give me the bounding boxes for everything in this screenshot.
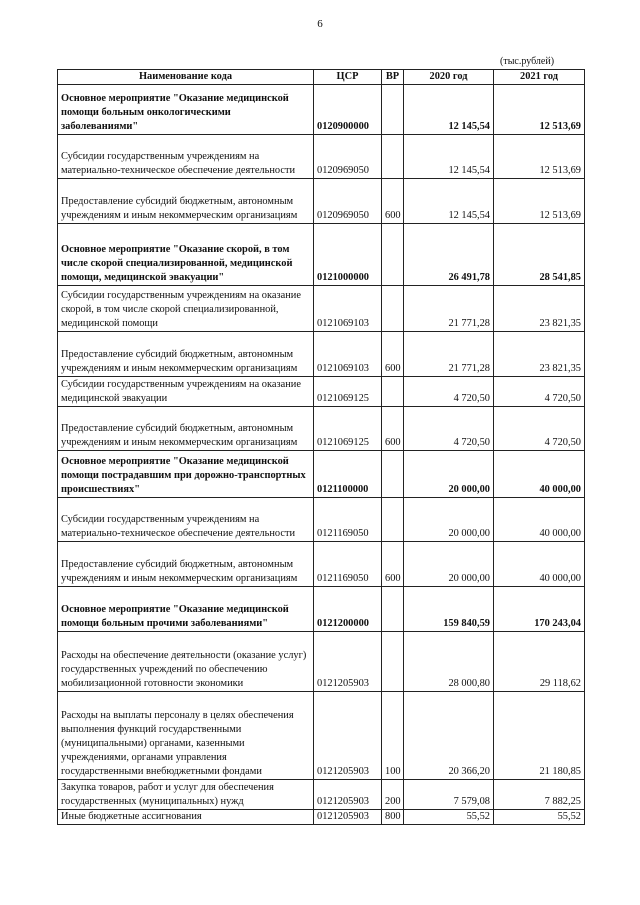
row-name: Предоставление субсидий бюджетным, автономным учреждениям и иным некоммерческим организациям — [58, 407, 314, 451]
table-row — [58, 179, 585, 224]
table-row — [58, 135, 585, 179]
row-name: Основное мероприятие "Оказание медицинской помощи больным онкологическими заболеваниями" — [58, 85, 314, 135]
row-amount-2021: 29 118,62 — [494, 632, 585, 692]
row-name: Иные бюджетные ассигнования — [58, 810, 314, 825]
row-amount-2021: 7 882,25 — [494, 780, 585, 810]
budget-table — [57, 69, 585, 825]
row-name: Субсидии государственным учреждениям на оказание медицинской эвакуации — [58, 377, 314, 407]
row-csr: 0120900000 — [314, 85, 382, 135]
table-row — [58, 542, 585, 587]
row-csr: 0121100000 — [314, 451, 382, 498]
row-vr: 600 — [382, 407, 404, 451]
row-vr: 100 — [382, 692, 404, 780]
header-vr: ВР — [382, 70, 404, 85]
table-header-row — [58, 70, 585, 85]
row-vr — [382, 85, 404, 135]
row-vr: 800 — [382, 810, 404, 825]
table-row — [58, 377, 585, 407]
table-row — [58, 498, 585, 542]
row-vr: 600 — [382, 332, 404, 377]
row-amount-2020: 21 771,28 — [404, 332, 494, 377]
row-amount-2020: 12 145,54 — [404, 179, 494, 224]
row-amount-2021: 40 000,00 — [494, 542, 585, 587]
row-vr: 600 — [382, 542, 404, 587]
row-amount-2020: 12 145,54 — [404, 85, 494, 135]
row-amount-2020: 55,52 — [404, 810, 494, 825]
row-csr: 0120969050 — [314, 135, 382, 179]
row-amount-2021: 4 720,50 — [494, 407, 585, 451]
table-row — [58, 85, 585, 135]
row-csr: 0121200000 — [314, 587, 382, 632]
header-name: Наименование кода — [58, 70, 314, 85]
row-vr — [382, 587, 404, 632]
table-row — [58, 332, 585, 377]
row-amount-2021: 12 513,69 — [494, 85, 585, 135]
row-amount-2020: 4 720,50 — [404, 377, 494, 407]
row-amount-2021: 4 720,50 — [494, 377, 585, 407]
row-amount-2020: 7 579,08 — [404, 780, 494, 810]
row-vr — [382, 498, 404, 542]
row-name: Основное мероприятие "Оказание медицинской помощи пострадавшим при дорожно-транспортных происшествиях" — [58, 451, 314, 498]
row-name: Расходы на выплаты персоналу в целях обеспечения выполнения функций государственными (муниципальными) органами, казенными учреждениями, органами управления государственными внебюджетными фондами — [58, 692, 314, 780]
row-amount-2020: 159 840,59 — [404, 587, 494, 632]
row-amount-2021: 23 821,35 — [494, 332, 585, 377]
row-name: Основное мероприятие "Оказание медицинской помощи больным прочими заболеваниями" — [58, 587, 314, 632]
row-csr: 0121205903 — [314, 810, 382, 825]
row-vr — [382, 224, 404, 286]
row-name: Предоставление субсидий бюджетным, автономным учреждениям и иным некоммерческим организациям — [58, 332, 314, 377]
header-csr: ЦСР — [314, 70, 382, 85]
table-row — [58, 286, 585, 332]
row-csr: 0121169050 — [314, 498, 382, 542]
row-name: Предоставление субсидий бюджетным, автономным учреждениям и иным некоммерческим организациям — [58, 542, 314, 587]
units-label: (тыс.рублей) — [500, 56, 555, 67]
header-year-2021: 2021 год — [494, 70, 585, 85]
row-amount-2020: 20 000,00 — [404, 498, 494, 542]
row-name: Субсидии государственным учреждениям на материально-техническое обеспечение деятельности — [58, 135, 314, 179]
row-amount-2020: 28 000,80 — [404, 632, 494, 692]
row-name: Предоставление субсидий бюджетным, автономным учреждениям и иным некоммерческим организациям — [58, 179, 314, 224]
table-row — [58, 451, 585, 498]
table-row — [58, 692, 585, 780]
row-name: Закупка товаров, работ и услуг для обеспечения государственных (муниципальных) нужд — [58, 780, 314, 810]
row-amount-2020: 20 000,00 — [404, 542, 494, 587]
row-name: Расходы на обеспечение деятельности (оказание услуг) государственных учреждений по обеспечению мобилизационной готовности экономики — [58, 632, 314, 692]
row-csr: 0121000000 — [314, 224, 382, 286]
row-amount-2021: 40 000,00 — [494, 498, 585, 542]
row-csr: 0121069103 — [314, 332, 382, 377]
table-row — [58, 810, 585, 825]
table-row — [58, 407, 585, 451]
row-vr — [382, 135, 404, 179]
header-year-2020: 2020 год — [404, 70, 494, 85]
row-csr: 0121069125 — [314, 407, 382, 451]
table-row — [58, 224, 585, 286]
page-number: 6 — [317, 18, 323, 30]
row-vr — [382, 377, 404, 407]
row-vr — [382, 632, 404, 692]
row-csr: 0121205903 — [314, 780, 382, 810]
table-row — [58, 587, 585, 632]
row-amount-2021: 12 513,69 — [494, 179, 585, 224]
row-amount-2020: 20 000,00 — [404, 451, 494, 498]
row-name: Основное мероприятие "Оказание скорой, в том числе скорой специализированной, медицинской помощи, медицинской эвакуации" — [58, 224, 314, 286]
row-amount-2021: 40 000,00 — [494, 451, 585, 498]
row-amount-2021: 28 541,85 — [494, 224, 585, 286]
row-name: Субсидии государственным учреждениям на материально-техническое обеспечение деятельности — [58, 498, 314, 542]
row-csr: 0121205903 — [314, 632, 382, 692]
row-amount-2021: 55,52 — [494, 810, 585, 825]
row-amount-2021: 23 821,35 — [494, 286, 585, 332]
table-row — [58, 780, 585, 810]
row-amount-2020: 12 145,54 — [404, 135, 494, 179]
row-amount-2021: 21 180,85 — [494, 692, 585, 780]
row-amount-2020: 4 720,50 — [404, 407, 494, 451]
row-csr: 0121069103 — [314, 286, 382, 332]
row-csr: 0121205903 — [314, 692, 382, 780]
row-amount-2021: 12 513,69 — [494, 135, 585, 179]
row-amount-2020: 21 771,28 — [404, 286, 494, 332]
row-vr: 200 — [382, 780, 404, 810]
row-amount-2021: 170 243,04 — [494, 587, 585, 632]
row-vr: 600 — [382, 179, 404, 224]
row-name: Субсидии государственным учреждениям на оказание скорой, в том числе скорой специализированной, медицинской помощи — [58, 286, 314, 332]
table-row — [58, 632, 585, 692]
row-vr — [382, 286, 404, 332]
row-csr: 0121069125 — [314, 377, 382, 407]
row-csr: 0121169050 — [314, 542, 382, 587]
row-vr — [382, 451, 404, 498]
row-amount-2020: 26 491,78 — [404, 224, 494, 286]
row-csr: 0120969050 — [314, 179, 382, 224]
row-amount-2020: 20 366,20 — [404, 692, 494, 780]
